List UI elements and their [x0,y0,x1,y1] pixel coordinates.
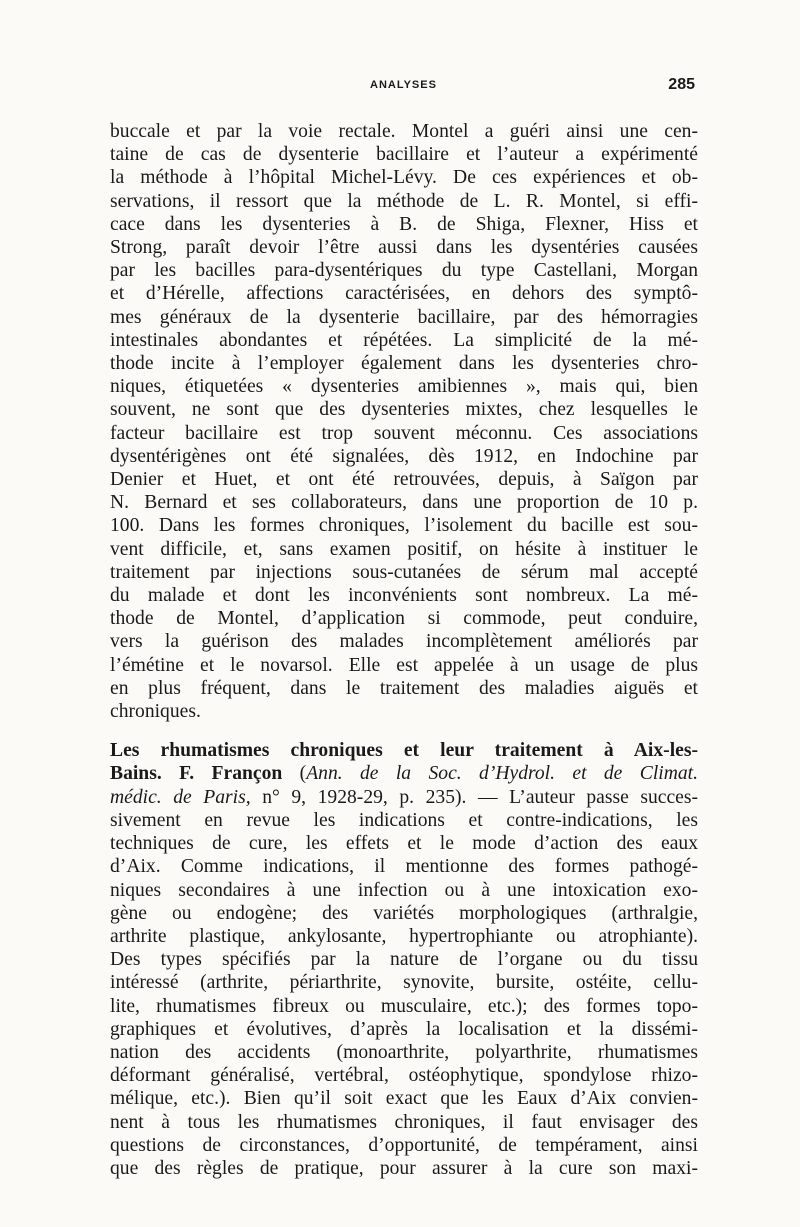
text-line: que des règles de pratique, pour assurer à la cure son maxi- [110,1157,698,1179]
paragraph-dysentery [110,120,698,723]
text-line: l’émétine et le novarsol. Elle est appelée à un usage de plus [110,654,698,676]
text-line: d’Aix. Comme indications, il mentionne des formes pathogé- [110,856,698,878]
text-line: chroniques. [110,701,201,723]
text-line: questions de circonstances, d’opportunité, de tempérament, ainsi [110,1134,698,1156]
text-line: Denier et Huet, et ont été retrouvées, depuis, à Saïgon par [110,469,698,491]
text-line: dysentérigènes ont été signalées, dès 1912, en Indochine par [110,445,698,467]
text-line: mélique, etc.). Bien qu’il soit exact que les Eaux d’Aix convien- [110,1088,698,1110]
text-line: intestinales abondantes et répétées. La simplicité de la mé- [110,329,698,351]
body-text [110,120,698,1180]
text-line: Strong, paraît devoir l’être aussi dans les dysentéries causées [110,237,698,259]
text-line: thode de Montel, d’application si commode, peut conduire, [110,608,698,630]
text-line: souvent, ne sont que des dysenteries mixtes, chez lesquelles le [110,399,698,421]
article-title-line: Les rhumatismes chroniques et leur traitement à Aix-les- [110,740,698,762]
text-line: vers la guérison des malades incomplètement améliorés par [110,631,698,653]
text-line: 100. Dans les formes chroniques, l’isolement du bacille est sou- [110,515,698,537]
text-line: niques secondaires à une infection ou à une intoxication exo- [110,879,698,901]
text-line: en plus fréquent, dans le traitement des maladies aiguës et [110,677,698,699]
text-line: sivement en revue les indications et contre-indications, les [110,809,698,831]
text-line: nation des accidents (monoarthrite, polyarthrite, rhumatismes [110,1041,698,1063]
running-title: ANALYSES [370,79,437,91]
article-citation-line: Bains. F. Françon (Ann. de la Soc. d’Hydrol. et de Climat. [110,763,698,785]
text-line: techniques de cure, les effets et le mode d’action des eaux [110,833,698,855]
text-line: du malade et dont les inconvénients sont nombreux. La mé- [110,585,698,607]
text-line: lite, rhumatismes fibreux ou musculaire, etc.); des formes topo- [110,995,698,1017]
text-line: niques, étiquetées « dysenteries amibiennes », mais qui, bien [110,376,698,398]
text-line: vent difficile, et, sans examen positif, on hésite à instituer le [110,538,698,560]
text-line: intéressé (arthrite, périarthrite, synovite, bursite, ostéite, cellu- [110,972,698,994]
text-line: graphiques et évolutives, d’après la localisation et la dissémi- [110,1018,698,1040]
text-line: facteur bacillaire est trop souvent méconnu. Ces associations [110,422,698,444]
text-line: la méthode à l’hôpital Michel-Lévy. De ces expériences et ob- [110,167,698,189]
text-line: et d’Hérelle, affections caractérisées, en dehors des symptô- [110,283,698,305]
article-rhumatismes [110,739,698,1180]
text-line: nent à tous les rhumatismes chroniques, il faut envisager des [110,1111,698,1133]
text-line: servations, il ressort que la méthode de L. R. Montel, si effi- [110,190,698,212]
text-line: thode incite à l’employer également dans les dysenteries chro- [110,353,698,375]
article-author: F. Françon [179,763,283,785]
text-line: gène ou endogène; des variétés morphologiques (arthralgie, [110,902,698,924]
text-line: taine de cas de dysenterie bacillaire et l’auteur a expérimenté [110,144,698,166]
text-line: traitement par injections sous-cutanées de sérum mal accepté [110,561,698,583]
running-header [112,76,695,100]
page-number: 285 [668,76,695,93]
text-line: cace dans les dysenteries à B. de Shiga, Flexner, Hiss et [110,213,698,235]
text-line: N. Bernard et ses collaborateurs, dans une proportion de 10 p. [110,492,698,514]
text-line: buccale et par la voie rectale. Montel a guéri ainsi une cen- [110,121,698,142]
article-citation-line: médic. de Paris, n° 9, 1928-29, p. 235). — L’auteur passe succes- [110,786,698,808]
text-line: déformant généralisé, vertébral, ostéophytique, spondylose rhizo- [110,1065,698,1087]
text-line: par les bacilles para-dysentériques du type Castellani, Morgan [110,260,698,282]
text-line: Des types spécifiés par la nature de l’organe ou du tissu [110,949,698,971]
text-line: mes généraux de la dysenterie bacillaire, par des hémorragies [110,306,698,328]
text-line: arthrite plastique, ankylosante, hypertrophiante ou atrophiante). [110,925,698,947]
